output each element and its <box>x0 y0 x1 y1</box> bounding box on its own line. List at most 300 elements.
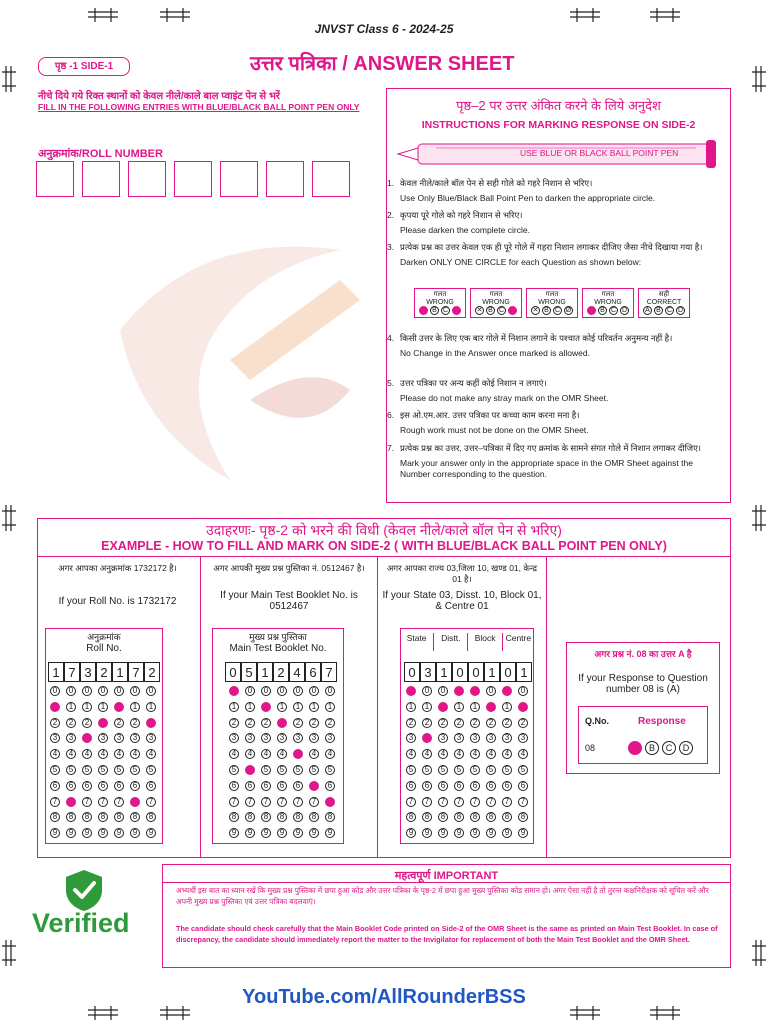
answer-bubble[interactable]: 8 <box>82 812 92 822</box>
response-bubble[interactable]: B <box>645 741 659 755</box>
answer-bubble[interactable]: 7 <box>309 797 319 807</box>
answer-bubble[interactable]: 5 <box>309 765 319 775</box>
answer-bubble[interactable]: 4 <box>518 749 528 759</box>
answer-bubble[interactable]: 0 <box>325 686 335 696</box>
answer-bubble[interactable]: 6 <box>261 781 271 791</box>
answer-bubble[interactable]: 5 <box>406 765 416 775</box>
example-title-english: EXAMPLE - HOW TO FILL AND MARK ON SIDE-2 ( WITH BLUE/BLACK BALL POINT PEN ONLY) <box>101 539 667 553</box>
answer-bubble[interactable]: 0 <box>82 686 92 696</box>
answer-bubble[interactable]: 5 <box>454 765 464 775</box>
answer-bubble[interactable]: 0 <box>406 686 416 696</box>
answer-bubble[interactable]: 2 <box>438 718 448 728</box>
col-divider-1 <box>200 556 201 858</box>
answer-bubble[interactable]: 5 <box>50 765 60 775</box>
bubble-row <box>229 828 341 838</box>
answer-bubble[interactable]: 5 <box>98 765 108 775</box>
roll-grid-title-hindi: अनुक्रमांक <box>87 632 121 642</box>
answer-bubble[interactable]: 0 <box>293 686 303 696</box>
answer-bubble[interactable]: 0 <box>486 686 496 696</box>
answer-bubble[interactable]: 6 <box>325 781 335 791</box>
instruction-english: Please darken the complete circle. <box>400 225 530 236</box>
answer-bubble[interactable]: 6 <box>438 781 448 791</box>
instruction-hindi: उत्तर पत्रिका पर अन्य कहीं कोई निशान न लगाएं। <box>400 378 547 388</box>
answer-bubble[interactable]: 8 <box>146 812 156 822</box>
answer-bubble[interactable]: 3 <box>50 733 60 743</box>
bubble-row <box>50 781 162 791</box>
bubble-row <box>406 781 534 791</box>
answer-bubble[interactable]: 5 <box>486 765 496 775</box>
verified-label: Verified <box>32 908 130 938</box>
answer-bubble[interactable]: 7 <box>325 797 335 807</box>
roll-box-5[interactable] <box>220 161 258 197</box>
answer-bubble[interactable]: 3 <box>518 733 528 743</box>
answer-bubble[interactable]: 2 <box>245 718 255 728</box>
answer-bubble[interactable]: 8 <box>309 812 319 822</box>
booklet-example-caption-english: If your Main Test Booklet No. is 0512467 <box>220 590 358 612</box>
answer-bubble[interactable]: 4 <box>454 749 464 759</box>
instruction-number: 1. <box>387 178 395 188</box>
answer-bubble[interactable]: 0 <box>261 686 271 696</box>
answer-bubble[interactable]: 3 <box>486 733 496 743</box>
answer-bubble[interactable]: 5 <box>422 765 432 775</box>
sample-wrong-3: गलत WRONG ✕ B C Ø <box>526 288 578 318</box>
instruction-1 <box>387 178 722 204</box>
answer-bubble[interactable]: 9 <box>293 828 303 838</box>
roll-box-4[interactable] <box>174 161 212 197</box>
answer-bubble[interactable]: 4 <box>146 749 156 759</box>
instruction-number: 4. <box>387 333 395 343</box>
digit-cell: 2 <box>96 662 112 682</box>
digit-cell: 0 <box>500 662 516 682</box>
answer-bubble[interactable]: 7 <box>438 797 448 807</box>
answer-bubble[interactable]: 0 <box>146 686 156 696</box>
answer-bubble[interactable]: 8 <box>66 812 76 822</box>
answer-bubble[interactable]: 6 <box>277 781 287 791</box>
pen-label: USE BLUE OR BLACK BALL POINT PEN <box>520 148 679 158</box>
instruction-hindi: किसी उत्तर के लिए एक बार गोले में निशान लगाने के पश्चात कोई परिवर्तन अनुमन्य नहीं है। <box>400 333 673 343</box>
answer-bubble[interactable]: 3 <box>293 733 303 743</box>
answer-bubble[interactable]: 3 <box>325 733 335 743</box>
answer-bubble[interactable]: 5 <box>438 765 448 775</box>
answer-bubble[interactable]: 3 <box>309 733 319 743</box>
answer-bubble[interactable]: 4 <box>325 749 335 759</box>
answer-bubble[interactable]: 0 <box>245 686 255 696</box>
answer-bubble[interactable]: 7 <box>422 797 432 807</box>
answer-bubble[interactable]: 0 <box>438 686 448 696</box>
answer-bubble[interactable]: 3 <box>438 733 448 743</box>
roll-example-caption-english: If your Roll No. is 1732172 <box>58 596 177 607</box>
instruction-number: 3. <box>387 242 395 252</box>
response-bubble[interactable]: D <box>679 741 693 755</box>
answer-bubble[interactable]: 5 <box>277 765 287 775</box>
answer-bubble[interactable]: 3 <box>406 733 416 743</box>
answer-bubble[interactable]: 3 <box>277 733 287 743</box>
answer-bubble[interactable]: 5 <box>82 765 92 775</box>
answer-bubble[interactable]: 6 <box>66 781 76 791</box>
state-col-header: Block <box>468 633 502 651</box>
answer-bubble[interactable]: 5 <box>518 765 528 775</box>
answer-bubble[interactable]: 3 <box>245 733 255 743</box>
answer-bubble[interactable]: 2 <box>114 718 124 728</box>
answer-bubble[interactable]: 9 <box>114 828 124 838</box>
digit-cell: 7 <box>64 662 80 682</box>
answer-bubble[interactable]: 6 <box>130 781 140 791</box>
answer-bubble[interactable]: 6 <box>470 781 480 791</box>
answer-bubble[interactable]: 6 <box>293 781 303 791</box>
answer-bubble[interactable]: 7 <box>229 797 239 807</box>
answer-bubble[interactable]: 8 <box>486 812 496 822</box>
answer-bubble[interactable]: 9 <box>66 828 76 838</box>
answer-bubble[interactable]: 0 <box>470 686 480 696</box>
answer-bubble[interactable]: 1 <box>325 702 335 712</box>
answer-bubble[interactable]: 5 <box>293 765 303 775</box>
answer-bubble[interactable]: 0 <box>309 686 319 696</box>
answer-bubble[interactable]: 6 <box>486 781 496 791</box>
answer-bubble[interactable]: 7 <box>66 797 76 807</box>
answer-bubble[interactable]: 5 <box>261 765 271 775</box>
answer-bubble[interactable]: 4 <box>470 749 480 759</box>
booklet-grid-title-english: Main Test Booklet No. <box>229 643 327 654</box>
answer-bubble[interactable]: 6 <box>146 781 156 791</box>
answer-bubble[interactable]: 8 <box>130 812 140 822</box>
answer-bubble[interactable]: 3 <box>114 733 124 743</box>
answer-bubble[interactable]: 9 <box>261 828 271 838</box>
answer-bubble[interactable]: 9 <box>470 828 480 838</box>
answer-bubble[interactable]: 7 <box>502 797 512 807</box>
answer-bubble[interactable]: 1 <box>293 702 303 712</box>
answer-bubble[interactable]: 9 <box>518 828 528 838</box>
answer-bubble[interactable]: 6 <box>422 781 432 791</box>
roll-box-2[interactable] <box>82 161 120 197</box>
instruction-3 <box>387 242 722 268</box>
roll-example-caption-hindi: अगर आपका अनुक्रमांक 1732172 है। <box>58 563 177 573</box>
answer-bubble[interactable]: 1 <box>261 702 271 712</box>
answer-bubble[interactable]: 2 <box>309 718 319 728</box>
sample-wrong-1: गलत WRONG A B C D <box>414 288 466 318</box>
answer-bubble[interactable]: 6 <box>245 781 255 791</box>
answer-bubble[interactable]: 1 <box>98 702 108 712</box>
digit-cell: 1 <box>484 662 500 682</box>
answer-bubble[interactable]: 7 <box>277 797 287 807</box>
answer-bubble[interactable]: 8 <box>245 812 255 822</box>
answer-bubble[interactable]: 2 <box>146 718 156 728</box>
answer-bubble[interactable]: 8 <box>422 812 432 822</box>
bubble-row <box>229 797 341 807</box>
answer-bubble[interactable]: 1 <box>229 702 239 712</box>
answer-bubble[interactable]: 3 <box>422 733 432 743</box>
instructions-heading-hindi: पृष्ठ–2 पर उत्तर अंकित करने के लिये अनुदेश <box>456 98 661 113</box>
digit-cell: 3 <box>420 662 436 682</box>
answer-bubble[interactable]: 8 <box>454 812 464 822</box>
answer-bubble[interactable]: 1 <box>50 702 60 712</box>
booklet-grid-title-hindi: मुख्य प्रश्न पुस्तिका <box>249 632 307 642</box>
answer-bubble[interactable]: 9 <box>438 828 448 838</box>
digit-cell: 6 <box>305 662 321 682</box>
answer-bubble[interactable]: 4 <box>261 749 271 759</box>
answer-bubble[interactable]: 7 <box>470 797 480 807</box>
answer-bubble[interactable]: 9 <box>277 828 287 838</box>
answer-bubble[interactable]: 0 <box>130 686 140 696</box>
answer-bubble[interactable]: 5 <box>470 765 480 775</box>
response-bubble[interactable]: C <box>662 741 676 755</box>
answer-bubble[interactable]: 9 <box>245 828 255 838</box>
answer-bubble[interactable]: 8 <box>277 812 287 822</box>
answer-bubble[interactable]: 1 <box>518 702 528 712</box>
answer-bubble[interactable]: 9 <box>82 828 92 838</box>
state-example-caption-hindi: अगर आपका राज्य 03,जिला 10, खण्ड 01, केन्द्र 01 है। <box>386 563 538 584</box>
answer-bubble[interactable]: 9 <box>309 828 319 838</box>
answer-bubble[interactable]: 4 <box>114 749 124 759</box>
answer-bubble[interactable]: 3 <box>229 733 239 743</box>
answer-bubble[interactable]: 6 <box>114 781 124 791</box>
answer-bubble[interactable]: 7 <box>98 797 108 807</box>
answer-bubble[interactable]: 8 <box>438 812 448 822</box>
answer-bubble[interactable]: 2 <box>98 718 108 728</box>
answer-bubble[interactable]: 8 <box>293 812 303 822</box>
response-bubble[interactable]: A <box>628 741 642 755</box>
answer-bubble[interactable]: 3 <box>66 733 76 743</box>
answer-bubble[interactable]: 5 <box>325 765 335 775</box>
roll-box-7[interactable] <box>312 161 350 197</box>
answer-bubble[interactable]: 8 <box>325 812 335 822</box>
digit-cell: 2 <box>144 662 160 682</box>
answer-bubble[interactable]: 5 <box>245 765 255 775</box>
bubble-row <box>50 812 162 822</box>
answer-bubble[interactable]: 8 <box>502 812 512 822</box>
answer-bubble[interactable]: 7 <box>293 797 303 807</box>
answer-bubble[interactable]: 4 <box>406 749 416 759</box>
answer-bubble[interactable]: 8 <box>406 812 416 822</box>
answer-bubble[interactable]: 9 <box>229 828 239 838</box>
answer-bubble[interactable]: 3 <box>454 733 464 743</box>
answer-bubble[interactable]: 4 <box>245 749 255 759</box>
answer-bubble[interactable]: 4 <box>502 749 512 759</box>
answer-bubble[interactable]: 9 <box>422 828 432 838</box>
answer-bubble[interactable]: 7 <box>245 797 255 807</box>
answer-bubble[interactable]: 0 <box>50 686 60 696</box>
roll-box-6[interactable] <box>266 161 304 197</box>
answer-bubble[interactable]: 7 <box>146 797 156 807</box>
sheet-title <box>250 49 514 76</box>
answer-bubble[interactable]: 1 <box>309 702 319 712</box>
answer-bubble[interactable]: 3 <box>130 733 140 743</box>
answer-bubble[interactable]: 1 <box>422 702 432 712</box>
answer-bubble[interactable]: 5 <box>130 765 140 775</box>
answer-bubble[interactable]: 1 <box>454 702 464 712</box>
answer-bubble[interactable]: 1 <box>502 702 512 712</box>
q8-number: 08 <box>585 743 596 753</box>
answer-bubble[interactable]: 8 <box>229 812 239 822</box>
example-title-hindi: उदाहरणः- पृष्ठ-2 को भरने की विधी (केवल नीले/काले बॉल पेन से भरिए) <box>206 522 562 538</box>
col-divider-3 <box>546 556 547 858</box>
bubble-row <box>406 797 534 807</box>
answer-bubble[interactable]: 4 <box>98 749 108 759</box>
answer-bubble[interactable]: 4 <box>50 749 60 759</box>
answer-bubble[interactable]: 1 <box>82 702 92 712</box>
answer-bubble[interactable]: 4 <box>130 749 140 759</box>
answer-bubble[interactable]: 3 <box>146 733 156 743</box>
answer-bubble[interactable]: 1 <box>114 702 124 712</box>
answer-bubble[interactable]: 2 <box>66 718 76 728</box>
answer-bubble[interactable]: 4 <box>229 749 239 759</box>
answer-bubble[interactable]: 7 <box>82 797 92 807</box>
answer-bubble[interactable]: 2 <box>261 718 271 728</box>
answer-bubble[interactable]: 2 <box>518 718 528 728</box>
answer-bubble[interactable]: 6 <box>454 781 464 791</box>
bubble-row <box>229 686 341 696</box>
answer-bubble[interactable]: 9 <box>486 828 496 838</box>
instruction-hindi: प्रत्येक प्रश्न का उत्तर, उत्तर–पत्रिका में दिए गए क्रमांक के सामने संगत गोले में निशान लगाकर दीजिए। <box>400 443 702 453</box>
answer-bubble[interactable]: 0 <box>502 686 512 696</box>
bubble-row <box>406 828 534 838</box>
answer-bubble[interactable]: 4 <box>422 749 432 759</box>
answer-bubble[interactable]: 7 <box>50 797 60 807</box>
bubble-row <box>50 765 162 775</box>
answer-bubble[interactable]: 4 <box>438 749 448 759</box>
answer-bubble[interactable]: 0 <box>277 686 287 696</box>
answer-bubble[interactable]: 8 <box>50 812 60 822</box>
answer-bubble[interactable]: 7 <box>486 797 496 807</box>
instruction-5 <box>387 378 722 404</box>
answer-bubble[interactable]: 1 <box>146 702 156 712</box>
answer-bubble[interactable]: 1 <box>245 702 255 712</box>
answer-bubble[interactable]: 5 <box>229 765 239 775</box>
answer-bubble[interactable]: 1 <box>66 702 76 712</box>
answer-bubble[interactable]: 9 <box>50 828 60 838</box>
bubble-row <box>50 733 162 743</box>
bubble-row <box>406 702 534 712</box>
answer-bubble[interactable]: 0 <box>66 686 76 696</box>
answer-bubble[interactable]: 0 <box>229 686 239 696</box>
answer-bubble[interactable]: 6 <box>502 781 512 791</box>
answer-bubble[interactable]: 3 <box>470 733 480 743</box>
roll-box-1[interactable] <box>36 161 74 197</box>
answer-bubble[interactable]: 6 <box>82 781 92 791</box>
answer-bubble[interactable]: 2 <box>82 718 92 728</box>
sample-correct: सही CORRECT A B C D <box>638 288 690 318</box>
answer-bubble[interactable]: 6 <box>406 781 416 791</box>
bubble-row <box>406 718 534 728</box>
answer-bubble[interactable]: 0 <box>454 686 464 696</box>
sample-wrong-4: गलत WRONG A B C D <box>582 288 634 318</box>
exam-header: JNVST Class 6 - 2024-25 <box>314 22 454 36</box>
answer-bubble[interactable]: 2 <box>325 718 335 728</box>
answer-bubble[interactable]: 2 <box>130 718 140 728</box>
answer-bubble[interactable]: 5 <box>114 765 124 775</box>
answer-bubble[interactable]: 5 <box>502 765 512 775</box>
answer-bubble[interactable]: 9 <box>325 828 335 838</box>
answer-bubble[interactable]: 8 <box>98 812 108 822</box>
answer-bubble[interactable]: 2 <box>470 718 480 728</box>
answer-bubble[interactable]: 1 <box>406 702 416 712</box>
answer-bubble[interactable]: 9 <box>406 828 416 838</box>
answer-bubble[interactable]: 2 <box>486 718 496 728</box>
instruction-number: 2. <box>387 210 395 220</box>
answer-bubble[interactable]: 2 <box>277 718 287 728</box>
answer-bubble[interactable]: 9 <box>454 828 464 838</box>
answer-bubble[interactable]: 9 <box>146 828 156 838</box>
answer-bubble[interactable]: 7 <box>406 797 416 807</box>
bubble-row <box>406 686 534 696</box>
answer-bubble[interactable]: 9 <box>98 828 108 838</box>
bubble-row <box>50 749 162 759</box>
answer-bubble[interactable]: 2 <box>502 718 512 728</box>
instruction-english: Use Only Blue/Black Ball Point Pen to darken the appropriate circle. <box>400 193 656 204</box>
answer-bubble[interactable]: 3 <box>98 733 108 743</box>
answer-bubble[interactable]: 8 <box>261 812 271 822</box>
roll-box-3[interactable] <box>128 161 166 197</box>
answer-bubble[interactable]: 9 <box>502 828 512 838</box>
answer-bubble[interactable]: 2 <box>50 718 60 728</box>
important-text-english: The candidate should check carefully that the Main Booklet Code printed on Side-2 of the OMR Sheet is the same as printed on Main Test Booklet. In case of discrepancy, the candidate should immediately report the matter to the Invigilator for replacement of both the Main Test Booklet and the OMR Sheet. <box>176 924 718 944</box>
answer-bubble[interactable]: 1 <box>470 702 480 712</box>
fill-instruction-hindi: नीचे दिये गये रिक्त स्थानों को केवल नीले/काले बाल प्वाइंट पेन से भरें <box>38 91 281 102</box>
answer-bubble[interactable]: 4 <box>82 749 92 759</box>
answer-bubble[interactable]: 7 <box>114 797 124 807</box>
answer-bubble[interactable]: 6 <box>518 781 528 791</box>
digit-cell: 0 <box>452 662 468 682</box>
important-text-hindi: अभ्यर्थी इस बात का ध्यान रखें कि मुख्य प्रश्न पुस्तिका में छपा हुआ कोड और उत्तर पत्रिका के पृष्ठ-2 में छपा हुआ मुख्य पुस्तिका कोड समान हो। अगर ऐसा नहीं है तो तुरन्त कक्षनिरीक्षक को सूचित करें और अपनी मुख्य प्रश्न पुस्तिका एवं उत्तर पत्रिका बदलवाएं। <box>176 886 709 906</box>
answer-bubble[interactable]: 8 <box>518 812 528 822</box>
answer-bubble[interactable]: 2 <box>406 718 416 728</box>
answer-bubble[interactable]: 4 <box>486 749 496 759</box>
answer-bubble[interactable]: 3 <box>82 733 92 743</box>
answer-bubble[interactable]: 7 <box>454 797 464 807</box>
bubble-row <box>229 702 341 712</box>
answer-bubble[interactable]: 0 <box>518 686 528 696</box>
answer-bubble[interactable]: 2 <box>229 718 239 728</box>
instruction-2 <box>387 210 722 236</box>
answer-bubble[interactable]: 4 <box>309 749 319 759</box>
answer-bubble[interactable]: 2 <box>454 718 464 728</box>
answer-bubble[interactable]: 5 <box>66 765 76 775</box>
answer-bubble[interactable]: 0 <box>114 686 124 696</box>
answer-bubble[interactable]: 0 <box>422 686 432 696</box>
answer-bubble[interactable]: 6 <box>229 781 239 791</box>
answer-bubble[interactable]: 4 <box>293 749 303 759</box>
answer-bubble[interactable]: 1 <box>438 702 448 712</box>
answer-bubble[interactable]: 8 <box>470 812 480 822</box>
answer-bubble[interactable]: 5 <box>146 765 156 775</box>
answer-bubble[interactable]: 0 <box>98 686 108 696</box>
answer-bubble[interactable]: 3 <box>502 733 512 743</box>
answer-bubble[interactable]: 7 <box>130 797 140 807</box>
marking-samples <box>414 288 694 318</box>
answer-bubble[interactable]: 2 <box>293 718 303 728</box>
answer-bubble[interactable]: 4 <box>66 749 76 759</box>
answer-bubble[interactable]: 6 <box>50 781 60 791</box>
answer-bubble[interactable]: 1 <box>130 702 140 712</box>
answer-bubble[interactable]: 1 <box>277 702 287 712</box>
answer-bubble[interactable]: 1 <box>486 702 496 712</box>
instruction-english: Darken ONLY ONE CIRCLE for each Question as shown below: <box>400 257 642 268</box>
answer-bubble[interactable]: 8 <box>114 812 124 822</box>
answer-bubble[interactable]: 4 <box>277 749 287 759</box>
answer-bubble[interactable]: 3 <box>261 733 271 743</box>
answer-bubble[interactable]: 9 <box>130 828 140 838</box>
q8-response-label: Response <box>638 716 686 727</box>
bubble-row <box>229 718 341 728</box>
answer-bubble[interactable]: 6 <box>309 781 319 791</box>
digit-cell: 7 <box>321 662 337 682</box>
answer-bubble[interactable]: 6 <box>98 781 108 791</box>
answer-bubble[interactable]: 7 <box>261 797 271 807</box>
answer-bubble[interactable]: 7 <box>518 797 528 807</box>
instruction-hindi: कृपया पूरे गोले को गहरे निशान से भरिए। <box>400 210 523 220</box>
answer-bubble[interactable]: 2 <box>422 718 432 728</box>
digit-cell: 0 <box>225 662 241 682</box>
instruction-hindi: केवल नीले/काले बॉल पेन से सही गोले को गहरे निशान से भरिए। <box>400 178 593 188</box>
